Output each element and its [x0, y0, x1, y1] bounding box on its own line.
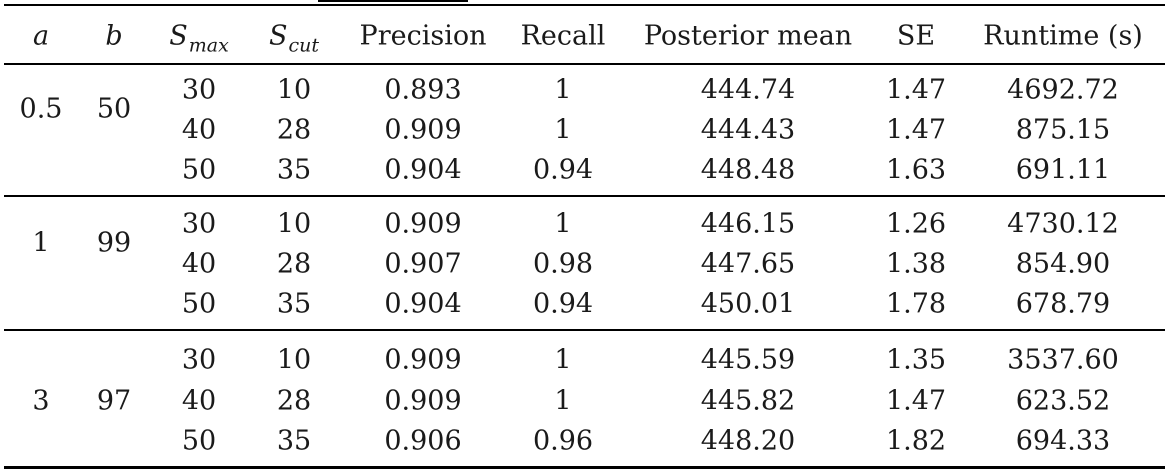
group-b-value: 97 [96, 385, 132, 417]
cell-smax: 50 [181, 154, 217, 186]
header-se: SE [896, 20, 936, 52]
cell-runtime: 854.90 [1015, 248, 1111, 280]
cell-posterior-mean: 445.82 [700, 385, 796, 417]
header-a: a [32, 20, 50, 52]
cell-se: 1.47 [885, 114, 947, 146]
cell-se: 1.47 [885, 385, 947, 417]
group-a-value: 1 [32, 227, 50, 259]
cell-scut: 35 [276, 288, 312, 320]
cell-scut: 10 [276, 208, 312, 240]
cell-precision: 0.904 [384, 288, 462, 320]
group-a-value: 3 [32, 385, 50, 417]
cell-precision: 0.909 [384, 385, 462, 417]
header-scut-symbol: S [268, 20, 288, 52]
cell-posterior-mean: 445.59 [700, 344, 796, 376]
cell-smax: 40 [181, 385, 217, 417]
cell-recall: 1 [554, 74, 572, 106]
cell-smax: 40 [181, 248, 217, 280]
cell-precision: 0.909 [384, 114, 462, 146]
header-smax [169, 20, 229, 57]
cell-precision: 0.893 [384, 74, 462, 106]
header-recall: Recall [520, 20, 606, 52]
cell-precision: 0.906 [384, 425, 462, 457]
cell-recall: 0.96 [532, 425, 594, 457]
cell-se: 1.63 [885, 154, 947, 186]
cell-recall: 1 [554, 208, 572, 240]
cell-runtime: 875.15 [1015, 114, 1111, 146]
cell-precision: 0.907 [384, 248, 462, 280]
cell-runtime: 623.52 [1015, 385, 1111, 417]
cell-recall: 1 [554, 385, 572, 417]
group-b-value: 99 [96, 227, 132, 259]
cell-smax: 50 [181, 425, 217, 457]
cell-runtime: 691.11 [1015, 154, 1111, 186]
cell-recall: 0.94 [532, 154, 594, 186]
header-rule [4, 63, 1165, 65]
cell-posterior-mean: 448.48 [700, 154, 796, 186]
header-scut [268, 20, 320, 57]
cell-runtime: 3537.60 [1007, 344, 1119, 376]
cell-runtime: 694.33 [1015, 425, 1111, 457]
cell-posterior-mean: 450.01 [700, 288, 796, 320]
cell-recall: 1 [554, 114, 572, 146]
cell-smax: 40 [181, 114, 217, 146]
cell-posterior-mean: 446.15 [700, 208, 796, 240]
cell-se: 1.78 [885, 288, 947, 320]
cell-scut: 35 [276, 425, 312, 457]
cell-scut: 28 [276, 248, 312, 280]
header-b: b [105, 20, 123, 52]
group-a-value: 0.5 [19, 93, 63, 125]
header-smax-subscript: max [188, 34, 229, 57]
cell-posterior-mean: 444.74 [700, 74, 796, 106]
header-precision: Precision [359, 20, 487, 52]
cell-scut: 10 [276, 74, 312, 106]
cell-se: 1.38 [885, 248, 947, 280]
header-runtime: Runtime (s) [983, 20, 1143, 52]
cell-smax: 30 [181, 74, 217, 106]
cell-se: 1.47 [885, 74, 947, 106]
cell-posterior-mean: 447.65 [700, 248, 796, 280]
table-top-rule [4, 4, 1165, 6]
header-smax-symbol: S [169, 20, 188, 52]
cell-scut: 35 [276, 154, 312, 186]
cell-runtime: 4730.12 [1007, 208, 1119, 240]
cell-scut: 28 [276, 114, 312, 146]
cell-scut: 28 [276, 385, 312, 417]
cell-recall: 1 [554, 344, 572, 376]
group-b-value: 50 [96, 93, 132, 125]
group-rule-1 [4, 195, 1165, 197]
cell-scut: 10 [276, 344, 312, 376]
header-posterior-mean: Posterior mean [643, 20, 853, 52]
cell-recall: 0.94 [532, 288, 594, 320]
cell-precision: 0.904 [384, 154, 462, 186]
cell-se: 1.35 [885, 344, 947, 376]
cell-precision: 0.909 [384, 208, 462, 240]
cell-se: 1.26 [885, 208, 947, 240]
cell-precision: 0.909 [384, 344, 462, 376]
cell-posterior-mean: 448.20 [700, 425, 796, 457]
cell-se: 1.82 [885, 425, 947, 457]
header-scut-subscript: cut [288, 34, 320, 57]
cell-runtime: 4692.72 [1007, 74, 1119, 106]
cell-posterior-mean: 444.43 [700, 114, 796, 146]
cell-smax: 30 [181, 344, 217, 376]
table-bottom-rule [4, 466, 1165, 469]
group-rule-2 [4, 329, 1165, 331]
cell-recall: 0.98 [532, 248, 594, 280]
top-edge-fragment [318, 0, 468, 2]
cell-runtime: 678.79 [1015, 288, 1111, 320]
cell-smax: 50 [181, 288, 217, 320]
cell-smax: 30 [181, 208, 217, 240]
